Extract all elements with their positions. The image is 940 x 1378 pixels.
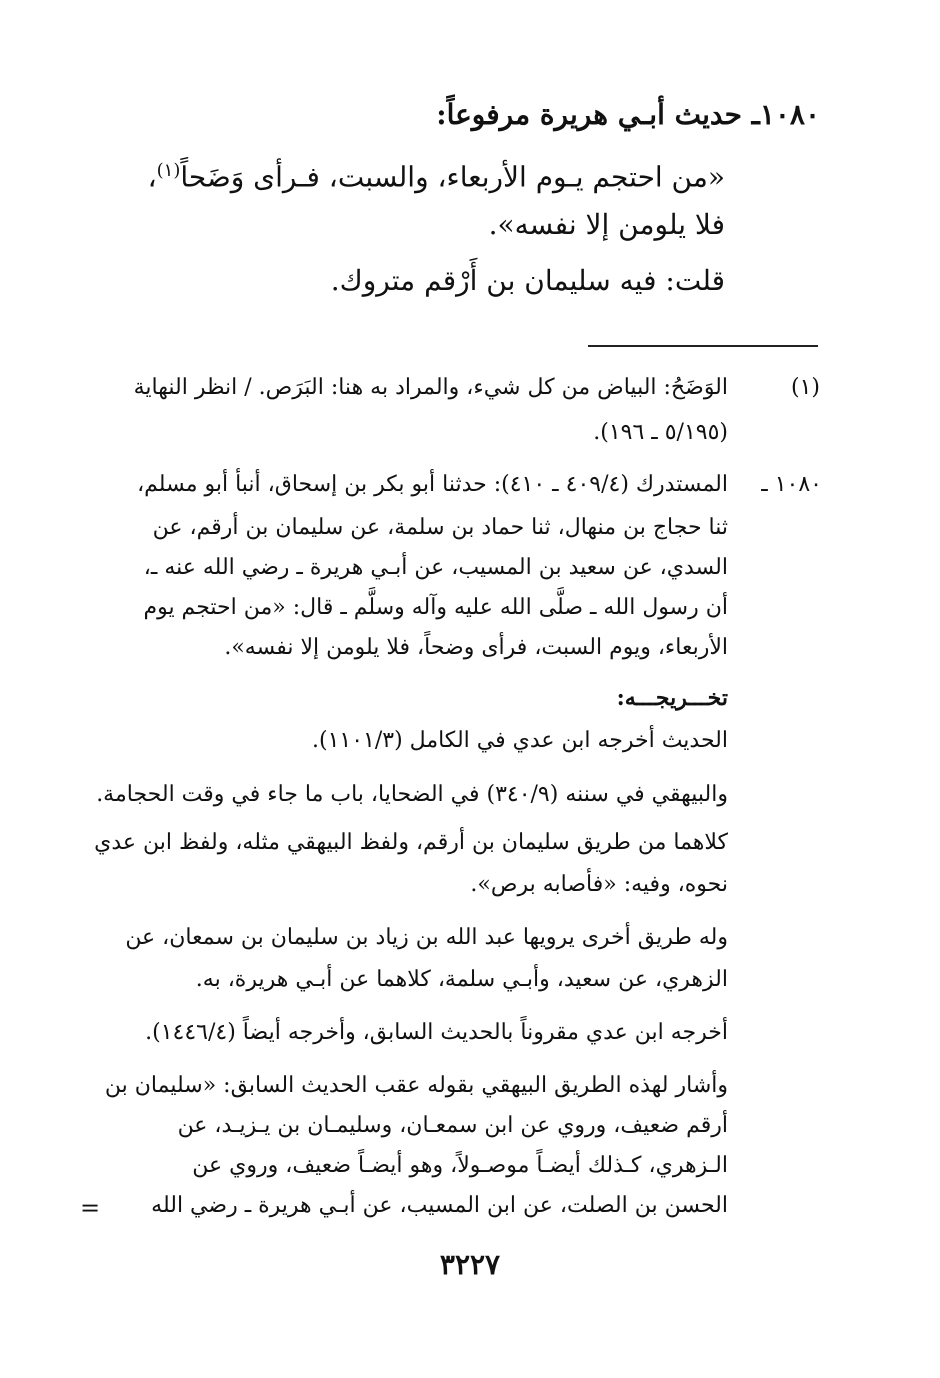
- takhrij-line: الحسن بن الصلت، عن ابن المسيب، عن أبـي هريرة ـ رضي الله: [151, 1193, 728, 1218]
- takhrij-source-line: الأربعاء، ويوم السبت، فرأى وضحاً، فلا يلومن إلا نفسه».: [224, 635, 728, 660]
- hadith-text-line-1: «من احتجم يـوم الأربعاء، والسبت، فـرأى وَضَحاً$^{(١)}$،: [147, 160, 725, 194]
- footnote-line-1: الوَضَحُ: البياض من كل شيء، والمراد به هنا: البَرَص. / انظر النهاية: [133, 375, 728, 400]
- takhrij-line: أخرجه ابن عدي مقروناً بالحديث السابق، وأخرجه أيضاً (١٤٤٦/٤).: [145, 1020, 728, 1045]
- takhrij-source-line: السدي، عن سعيد بن المسيب، عن أبـي هريرة ـ رضي الله عنه ـ،: [143, 555, 728, 580]
- hadith-heading: ـ حديث أبـي هريرة مرفوعاً:: [436, 98, 760, 131]
- footnote-line-2: (٥/١٩٥ ـ ١٩٦).: [593, 420, 728, 445]
- hadith-number: ١٠٨٠: [759, 98, 820, 131]
- takhrij-line: أرقم ضعيف، وروي عن ابن سمعـان، وسليمـان بن يـزيـد، عن: [177, 1113, 728, 1138]
- takhrij-line: نحوه، وفيه: «فأصابه برص».: [470, 872, 728, 897]
- takhrij-source-line: أن رسول الله ـ صلَّى الله عليه وآله وسلَّم ـ قال: «من احتجم يوم: [143, 595, 728, 620]
- footnote-divider: [588, 345, 818, 347]
- footnote-number: (١): [790, 375, 820, 400]
- takhrij-line: والبيهقي في سننه (٣٤٠/٩) في الضحايا، باب ما جاء في وقت الحجامة.: [96, 782, 728, 807]
- footnote-ref: (١): [156, 160, 181, 181]
- hadith-comment: قلت: فيه سليمان بن أَرْقم متروك.: [330, 264, 725, 297]
- takhrij-line: الزهري، عن سعيد، وأبـي سلمة، كلاهما عن أبـي هريرة، به.: [195, 967, 728, 992]
- takhrij-source-line: المستدرك (٤٠٩/٤ ـ ٤١٠): حدثنا أبو بكر بن إسحاق، أنبأ أبو مسلم،: [137, 472, 728, 497]
- takhrij-source-number: ١٠٨٠ ـ: [761, 472, 822, 497]
- takhrij-heading: تخـــريجـــه:: [616, 685, 728, 711]
- takhrij-line: الحديث أخرجه ابن عدي في الكامل (١١٠١/٣).: [312, 728, 728, 753]
- page-number: ٣٢٢٧: [439, 1248, 501, 1281]
- takhrij-line: كلاهما من طريق سليمان بن أرقم، ولفظ البيهقي مثله، ولفظ ابن عدي: [94, 830, 728, 855]
- hadith-text-line-2: فلا يلومن إلا نفسه».: [488, 208, 725, 241]
- continuation-mark: =: [80, 1194, 101, 1222]
- takhrij-line: وله طريق أخرى يرويها عبد الله بن زياد بن سليمان بن سمعان، عن: [125, 925, 728, 950]
- takhrij-line: الـزهري، كـذلك أيضـاً موصـولاً، وهو أيضـاً ضعيف، وروي عن: [192, 1153, 728, 1178]
- takhrij-line: وأشار لهذه الطريق البيهقي بقوله عقب الحديث السابق: «سليمان بن: [104, 1073, 728, 1098]
- takhrij-source-line: ثنا حجاج بن منهال، ثنا حماد بن سلمة، عن سليمان بن أرقم، عن: [152, 515, 728, 540]
- hadith-heading-line: [436, 98, 820, 131]
